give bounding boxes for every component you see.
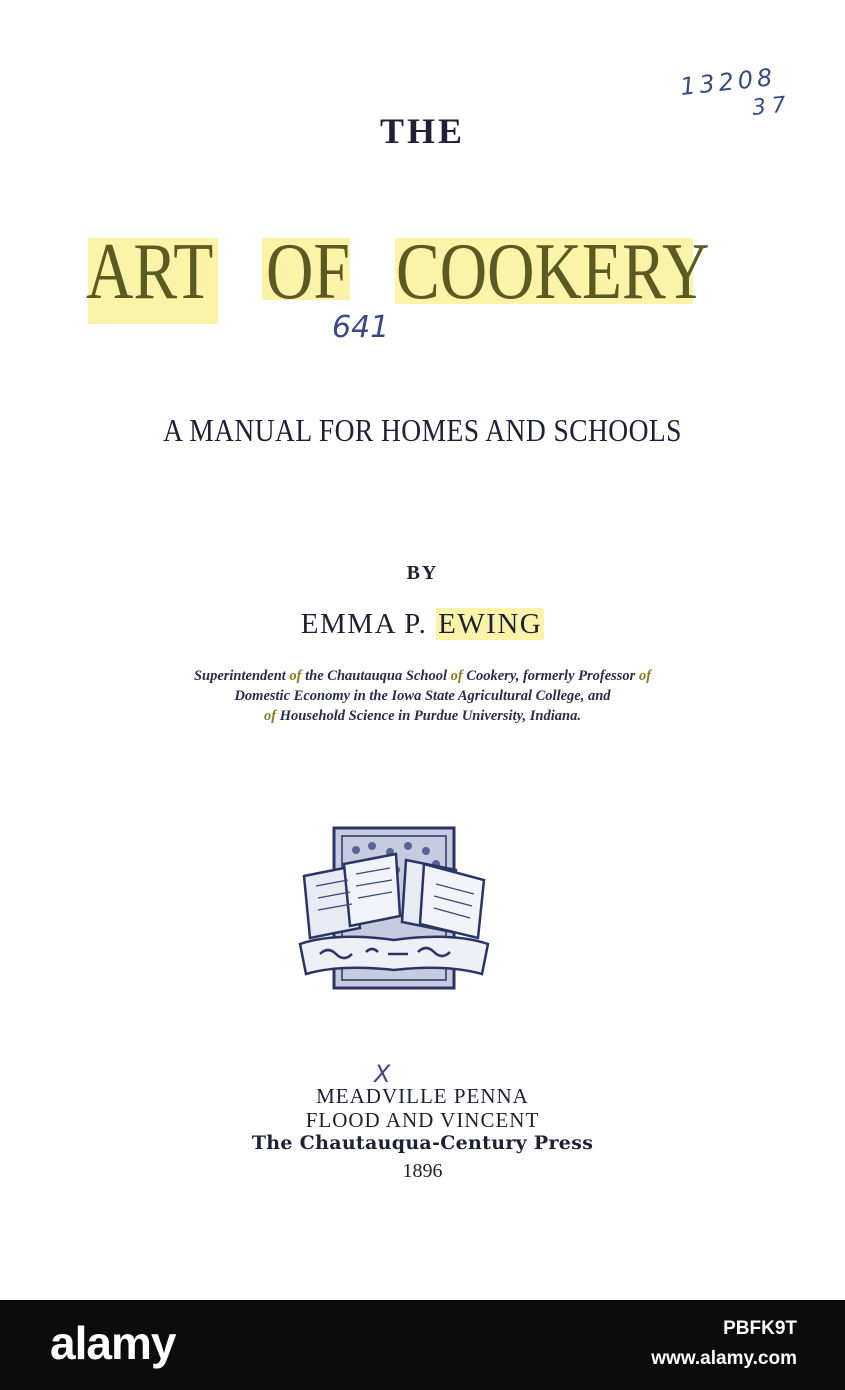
byline-by: BY: [406, 562, 439, 584]
author-credentials: [0, 666, 845, 726]
image-code: PBFK9T: [723, 1318, 797, 1339]
author-name: [0, 608, 845, 641]
credentials-line-1: Superintendent of the Chautauqua School of Cookery, formerly Professor of: [193, 668, 652, 684]
imprint-press: The Chautauqua-Century Press: [251, 1132, 594, 1154]
title-word-art: ART: [86, 228, 214, 316]
brand-logo: alamy: [50, 1317, 176, 1369]
site-url: www.alamy.com: [651, 1348, 797, 1369]
imprint-city: MEADVILLE PENNA: [316, 1084, 529, 1108]
call-number: 641: [332, 310, 390, 345]
author-last-name: EWING: [438, 608, 543, 640]
publisher-emblem-icon: [296, 824, 492, 994]
imprint-publisher: FLOOD AND VINCENT: [305, 1108, 540, 1132]
credentials-line-2: Domestic Economy in the Iowa State Agricultural College, and: [234, 688, 611, 704]
credentials-line-3: of Household Science in Purdue University, Indiana.: [264, 708, 581, 724]
title-the: THE: [379, 111, 466, 151]
subtitle: A MANUAL FOR HOMES AND SCHOOLS: [163, 412, 682, 448]
pencil-x-mark: X: [374, 1060, 391, 1088]
author-first-name: EMMA P.: [300, 608, 428, 640]
imprint-year: 1896: [402, 1160, 443, 1182]
accession-number-bottom: 37: [750, 91, 794, 122]
watermark-footer: [0, 1300, 845, 1390]
accession-number-top: 13208: [678, 63, 778, 101]
title-word-cookery: COOKERY: [396, 228, 710, 316]
title-word-of: OF: [266, 228, 350, 316]
